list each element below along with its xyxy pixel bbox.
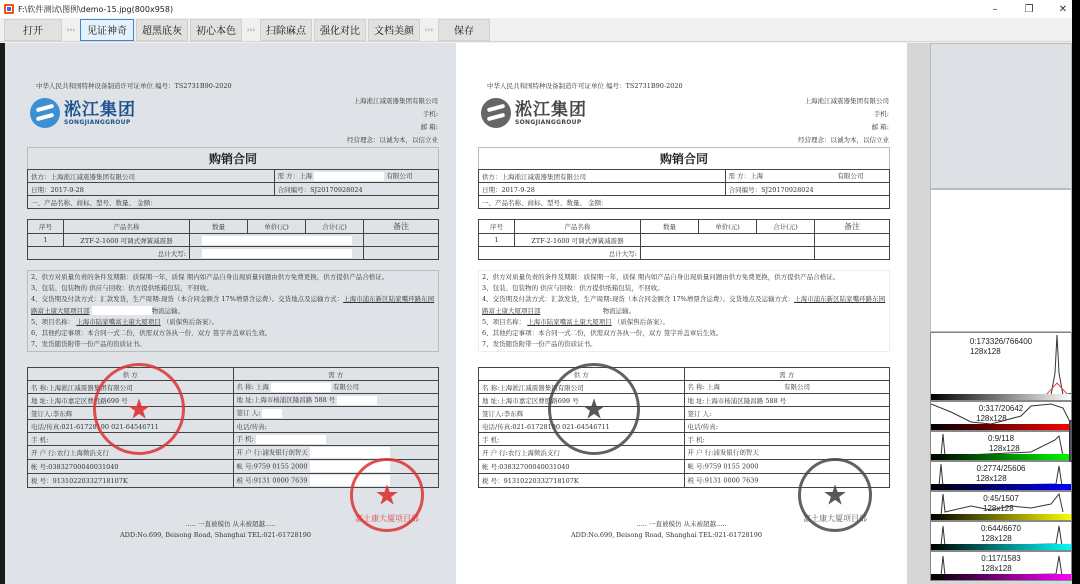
histogram-sidebar: [930, 43, 1072, 584]
term-4: 4、交货期及付款方式：汇款发货，生产周期:现货（本合同金额含 17%增票含运费）。交货地点及运输方式：上海市浦东新区陆家嘴环路东园路富土康大厦项目部 物流运输。: [482, 295, 886, 315]
hist-stats: 0:117/1583: [981, 554, 1021, 563]
party-cell: 签订人:李东辉: [28, 407, 234, 420]
gradient-bar: [931, 544, 1072, 550]
histogram-curve: [931, 492, 1072, 516]
seal-text: 富土康大厦项目部: [355, 514, 419, 523]
party-cell: 地 址:上海市杨浦区隆昌路 588 号: [684, 394, 890, 407]
cell-no: 1: [28, 234, 64, 247]
logo-cn: 淞江集团: [64, 99, 136, 120]
gradient-bar: [931, 424, 1072, 430]
buyer-header: 需 方: [684, 368, 890, 381]
party-cell: 帐 号:03832700040031040: [28, 460, 234, 474]
supplier-cell: 供方：上海淞江减震器集团有限公司: [28, 170, 275, 183]
contract-no-cell: 合同编号：SJ20170928024: [274, 183, 438, 196]
company-logo: [481, 95, 611, 131]
contract-header-table: [478, 169, 890, 209]
contract-terms: [27, 270, 439, 352]
app-icon: [4, 4, 14, 14]
histogram-curve: [931, 432, 1072, 456]
party-cell: 签订 人:: [233, 407, 439, 420]
term-3: 3、包装、包装物的 供应与回收：供方提供纸箱包装，不回收。: [482, 284, 664, 293]
hist-size: 128x128: [976, 474, 1007, 483]
party-cell: 地 址:上海市杨浦区隆昌路 588 号: [233, 394, 439, 407]
term-6: 6、其他约定事项：本合同一式二份，供需双方各执一份，双方 签字并盖章后生效。: [482, 329, 723, 338]
original-color-button[interactable]: 初心本色: [190, 19, 242, 41]
hist-stats: 0:2774/25606: [976, 464, 1026, 473]
panel-gutter: [907, 43, 930, 584]
histogram-green: [930, 431, 1072, 461]
original-image-panel[interactable]: [5, 43, 456, 584]
contract-title: 购销合同: [27, 147, 439, 169]
step-separator: ›››: [66, 25, 76, 34]
cell-note: [364, 234, 439, 247]
company-logo: [30, 95, 160, 131]
party-cell: 地 址:上海市嘉定区曹胜路699 号: [28, 394, 234, 407]
redacted-cell: [190, 234, 364, 247]
window-controls: [978, 0, 1080, 18]
histogram-curve: [931, 402, 1072, 426]
address-line: ADD:No.699, Beisong Road, Shanghai TEL:021-61728190: [119, 531, 312, 539]
histogram-magenta: [930, 551, 1072, 581]
buyer-cell: 需 方：上海 有限公司: [274, 170, 438, 183]
logo-icon: [481, 98, 511, 128]
party-cell: 名 称:上海淞江减震器集团有限公司: [479, 381, 685, 394]
hist-size: 128x128: [989, 444, 1020, 453]
col-header: 单价(元): [248, 220, 306, 234]
party-cell: 税 号:9131 0000 7639: [684, 474, 890, 488]
col-header: 备注: [364, 220, 439, 234]
col-header: 数量: [641, 220, 699, 234]
hist-stats: 0:644/6670: [980, 524, 1022, 533]
step-separator: ›››: [246, 25, 256, 34]
license-line: 中华人民共和国特种设备制造许可证单位 编号：TS2731B90-2020: [36, 82, 232, 90]
party-cell: 帐 号:9759 0155 2000: [684, 460, 890, 474]
date-cell: 日期：2017-9-28: [28, 183, 275, 196]
gradient-bar: [931, 574, 1072, 580]
term-7: 7、发货随货附带一份产品的资质证书。: [482, 340, 597, 349]
term-5: 5、项目名称： 上海市陆家嘴富土康大厦项目 （质保售后备案）。: [31, 317, 219, 326]
cell-name: ZTF-2-1600 可调式弹簧减震器: [64, 234, 190, 247]
party-cell: 地 址:上海市嘉定区曹胜路699 号: [479, 394, 685, 407]
party-cell: 手 机:: [233, 433, 439, 446]
hist-stats: 0:9/118: [987, 434, 1015, 443]
slogan: ..... 一直被模仿 从未被超越.....: [185, 520, 276, 528]
supplier-header: 供 方: [28, 368, 234, 381]
toolbar: [0, 18, 1072, 42]
slogan: ..... 一直被模仿 从未被超越.....: [636, 520, 727, 528]
col-header: 单价(元): [699, 220, 757, 234]
histogram-red: [930, 401, 1072, 431]
close-button[interactable]: ✕: [1058, 3, 1068, 15]
motto: 经营理念：以诚为本，以信立业: [347, 136, 438, 144]
party-cell: 电话/传真:: [233, 420, 439, 433]
term-3: 3、包装、包装物的 供应与回收：供方提供纸箱包装，不回收。: [31, 284, 213, 293]
party-cell: 手 机:: [28, 433, 234, 446]
party-cell: 签订 人:: [684, 407, 890, 420]
term-2: 2、供方对质量负责的条件及期限：质保期一年，质保 期内如产品自身出现质量问题由供方免费更换，供方提供产品合格证。: [31, 273, 389, 281]
window-title: F:\软件测试\图例\demo-15.jpg(800x958): [18, 4, 174, 14]
histogram-cyan: [930, 521, 1072, 551]
black-gray-button[interactable]: 超黑底灰: [136, 19, 188, 41]
party-cell: 名 称:上海淞江减震器集团有限公司: [28, 381, 234, 394]
term-7: 7、发货随货附带一份产品的资质证书。: [31, 340, 146, 349]
save-button[interactable]: 保存: [438, 19, 490, 41]
party-cell: 开 户 行:农行上海徵浜支行: [479, 446, 685, 460]
date-cell: 日期：2017-9-28: [479, 183, 726, 196]
histogram-curve: [931, 552, 1072, 576]
enhance-contrast-button[interactable]: 强化对比: [314, 19, 366, 41]
logo-cn: 淞江集团: [515, 99, 587, 120]
party-cell: 帐 号:03832700040031040: [479, 460, 685, 474]
open-button[interactable]: 打开: [4, 19, 62, 41]
party-cell: 名 称: 上海 有限公司: [233, 381, 439, 394]
party-cell: 税 号：91310220332718107K: [479, 474, 685, 488]
contract-header-table: [27, 169, 439, 209]
star-icon: ★: [126, 392, 152, 426]
histogram-luma: [930, 332, 1072, 401]
logo-en: SONGJIANGGROUP: [515, 118, 582, 126]
party-cell: 帐 号:9759 0155 2000: [233, 460, 439, 474]
title-bar[interactable]: [0, 0, 1080, 18]
hist-size: 128x128: [983, 504, 1014, 513]
logo-icon: [30, 98, 60, 128]
supplier-cell: 供方：上海淞江减震器集团有限公司: [479, 170, 726, 183]
cell-note: [815, 234, 890, 247]
address-line: ADD:No.699, Beisong Road, Shanghai TEL:021-61728190: [570, 531, 763, 539]
cell-no: 1: [479, 234, 515, 247]
hist-stats: 0:173326/766400: [969, 337, 1033, 346]
contract-terms: [478, 270, 890, 352]
maximize-button[interactable]: ❐: [1024, 3, 1034, 15]
empty-cell: [364, 247, 439, 260]
party-cell: 开 户 行:浦发银行创智天: [684, 446, 890, 460]
despeckle-button[interactable]: 扫除麻点: [260, 19, 312, 41]
contract-document: [456, 43, 907, 584]
beautify-button[interactable]: 文档美颜: [368, 19, 420, 41]
motto: 经营理念：以诚为本，以信立业: [798, 136, 889, 144]
gradient-bar: [931, 454, 1072, 460]
histogram-yellow: [930, 491, 1072, 521]
company-name: 上海淞江减震器集团有限公司: [804, 97, 889, 105]
table-row: [28, 234, 439, 247]
email-label: 邮 箱:: [871, 123, 889, 131]
contract-document: [5, 43, 456, 584]
histogram-blue: [930, 461, 1072, 491]
redacted-cell: [190, 247, 364, 260]
company-info: [798, 95, 889, 147]
gradient-bar: [931, 514, 1072, 520]
col-header: 备注: [815, 220, 890, 234]
supplier-header: 供 方: [479, 368, 685, 381]
col-header: 产品名称: [515, 220, 641, 234]
col-header: 序号: [479, 220, 515, 234]
histogram-curve: [931, 522, 1072, 546]
party-cell: 手 机:: [684, 433, 890, 446]
party-cell: 税 号：91310220332718107K: [28, 474, 234, 488]
contract-no-cell: 合同编号：SJ20170928024: [725, 183, 889, 196]
col-header: 数量: [190, 220, 248, 234]
party-cell: 签订人:李东辉: [479, 407, 685, 420]
term-4: 4、交货期及付款方式：汇款发货，生产周期:现货（本合同金额含 17%增票含运费）。交货地点及运输方式：上海市浦东新区陆家嘴环路东园路富土康大厦项目部 物流运输。: [31, 295, 435, 315]
section-heading: 一、产品名称、商标、型号、数量、 金额：: [479, 196, 890, 209]
section-heading: 一、产品名称、商标、型号、数量、 金额：: [28, 196, 439, 209]
party-cell: 名 称: 上海 有限公司: [684, 381, 890, 394]
thumbnail-processed[interactable]: [930, 189, 1072, 332]
thumbnail-preview[interactable]: [930, 43, 1072, 189]
term-6: 6、其他约定事项：本合同一式二份，供需双方各执一份，双方 签字并盖章后生效。: [31, 329, 272, 338]
buyer-header: 需 方: [233, 368, 439, 381]
total-label: 总计大写:: [479, 247, 641, 260]
table-row: [479, 234, 890, 247]
party-cell: 手 机:: [479, 433, 685, 446]
party-cell: 税 号:9131 0000 7639: [233, 474, 439, 488]
hist-size: 128x128: [981, 534, 1012, 543]
minimize-button[interactable]: –: [992, 3, 998, 15]
hist-stats: 0:45/1507: [983, 494, 1019, 503]
company-seal: [548, 363, 640, 455]
company-name: 上海淞江减震器集团有限公司: [353, 97, 438, 105]
license-line: 中华人民共和国特种设备制造许可证单位 编号：TS2731B90-2020: [487, 82, 683, 90]
magic-button[interactable]: 见证神奇: [80, 19, 134, 41]
processed-image-panel[interactable]: [456, 43, 907, 584]
party-cell: 开 户 行:浦发银行创智天: [233, 446, 439, 460]
gradient-bar: [931, 394, 1072, 400]
screen-edge: [1072, 0, 1080, 584]
hist-size: 128x128: [970, 347, 1001, 356]
mobile-label: 手机:: [873, 110, 889, 118]
term-5: 5、项目名称： 上海市陆家嘴富土康大厦项目 （质保售后备案）。: [482, 317, 670, 326]
company-seal: [93, 363, 185, 455]
redacted-cell: [641, 247, 815, 260]
histogram-curve: [931, 462, 1072, 486]
step-separator: ›››: [424, 25, 434, 34]
redacted-cell: [641, 234, 815, 247]
hist-size: 128x128: [981, 564, 1012, 573]
contract-title: 购销合同: [478, 147, 890, 169]
mobile-label: 手机:: [422, 110, 438, 118]
histogram-curve: [931, 333, 1072, 396]
col-header: 合计(元): [306, 220, 364, 234]
party-cell: 开 户 行:农行上海徵浜支行: [28, 446, 234, 460]
total-label: 总计大写:: [28, 247, 190, 260]
company-info: [347, 95, 438, 147]
logo-en: SONGJIANGGROUP: [64, 118, 131, 126]
email-label: 邮 箱:: [420, 123, 438, 131]
product-table: [27, 219, 439, 260]
term-2: 2、供方对质量负责的条件及期限：质保期一年，质保 期内如产品自身出现质量问题由供方免费更换，供方提供产品合格证。: [482, 273, 840, 281]
hist-stats: 0:317/20642: [978, 404, 1024, 413]
hist-size: 128x128: [976, 414, 1007, 423]
col-header: 合计(元): [757, 220, 815, 234]
seal-text: 富土康大厦项目部: [803, 514, 867, 523]
star-icon: ★: [581, 392, 607, 426]
party-cell: 电话/传真:: [684, 420, 890, 433]
col-header: 序号: [28, 220, 64, 234]
star-icon: ★: [374, 478, 400, 512]
party-cell: 电话/传真:021-61728190 021-64546711: [28, 420, 234, 433]
buyer-cell: 需 方：上海 有限公司: [725, 170, 889, 183]
party-cell: 电话/传真:021-61728190 021-64546711: [479, 420, 685, 433]
cell-name: ZTF-2-1600 可调式弹簧减震器: [515, 234, 641, 247]
col-header: 产品名称: [64, 220, 190, 234]
product-table: [478, 219, 890, 260]
star-icon: ★: [822, 478, 848, 512]
empty-cell: [815, 247, 890, 260]
gradient-bar: [931, 484, 1072, 490]
